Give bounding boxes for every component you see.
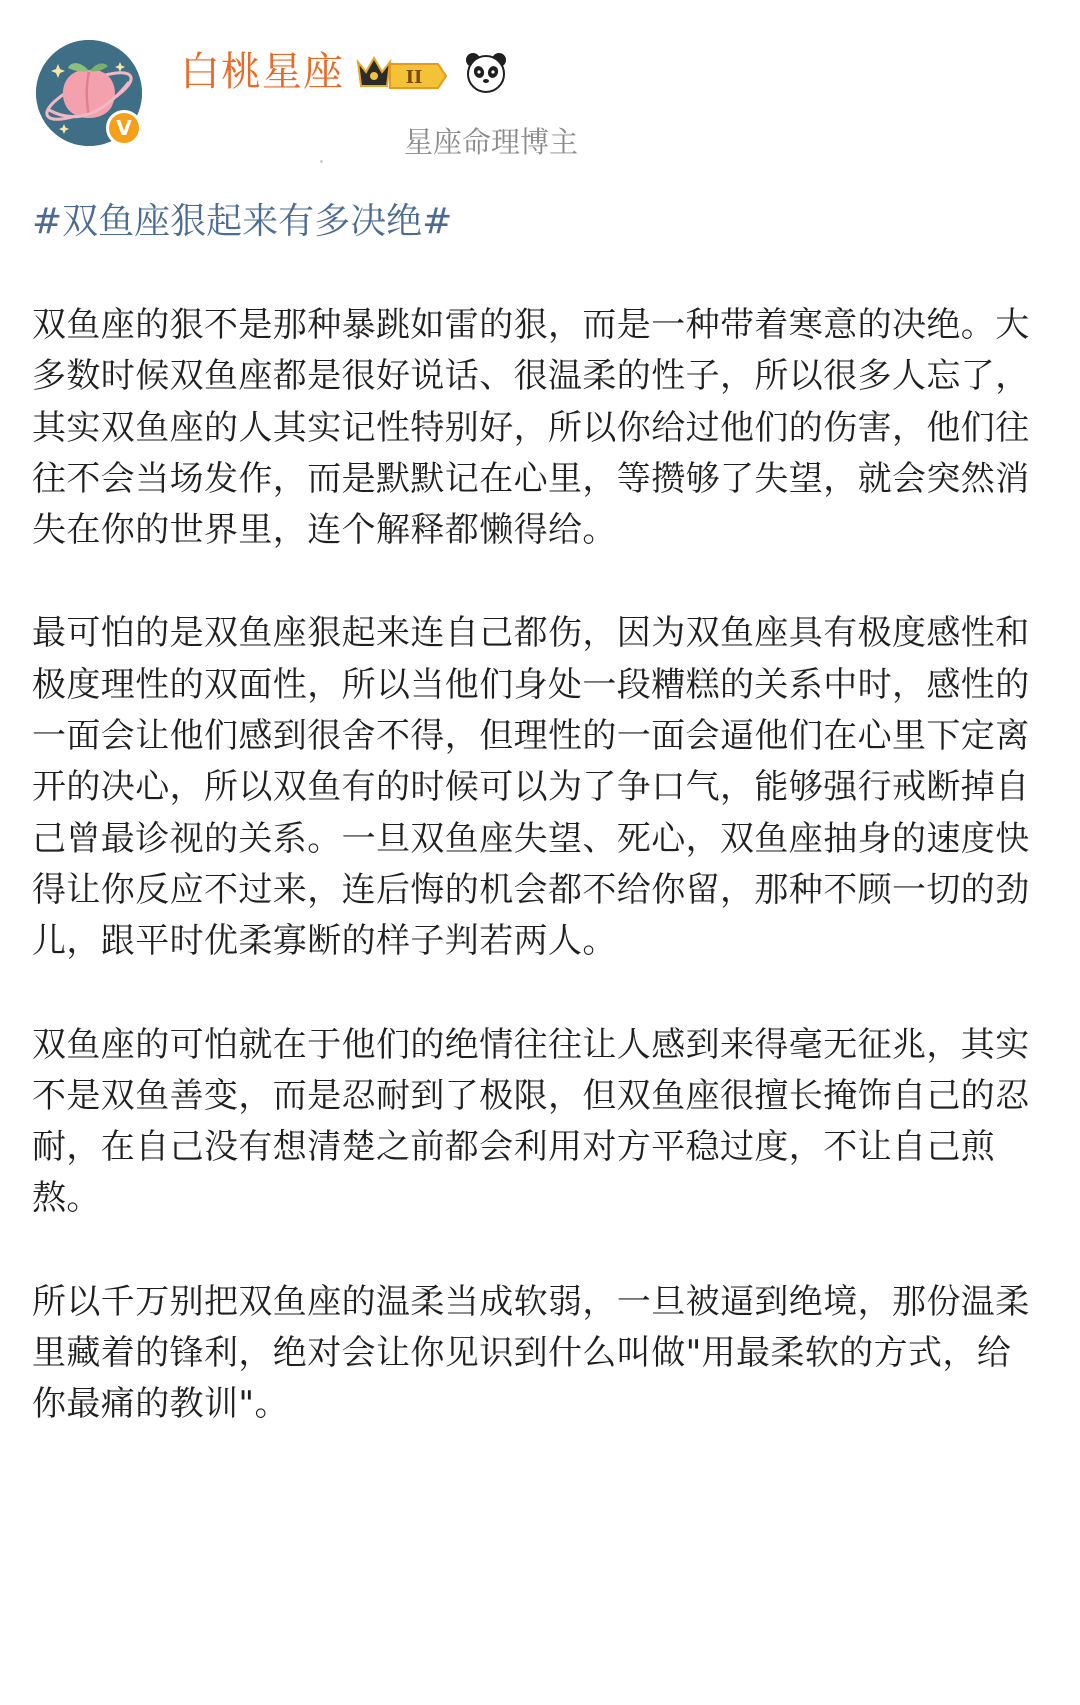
avatar[interactable] — [36, 40, 142, 146]
post-header — [36, 40, 1036, 160]
verified-badge-icon: V — [106, 110, 142, 146]
post-paragraph-4: 所以千万别把双鱼座的温柔当成软弱，一旦被逼到绝境，那份温柔里藏着的锋利，绝对会让你见识到什么叫做"用最柔软的方式，给你最痛的教训"。 — [32, 1281, 1030, 1425]
user-description: 星座命理博主 — [404, 125, 579, 159]
topic-hashtag-link[interactable]: #双鱼座狠起来有多决绝# — [32, 201, 453, 242]
post-paragraph-2: 最可怕的是双鱼座狠起来连自己都伤，因为双鱼座具有极度感性和极度理性的双面性，所以当他们身处一段糟糕的关系中时，感性的一面会让他们感到很舍不得，但理性的一面会逼他们在心里下定离开的决心，所以双鱼有的时候可以为了争口气，能够强行戒断掉自己曾最诊视的关系。一旦双鱼座失望、死心，双鱼座抽身的速度快得让你反应不过来，连后悔的机会都不给你留，那种不顾一切的劲儿，跟平时优柔寡断的样子判若两人。 — [32, 613, 1030, 962]
post-paragraph-3: 双鱼座的可怕就在于他们的绝情往往让人感到来得毫无征兆，其实不是双鱼善变，而是忍耐到了极限，但双鱼座很擅长掩饰自己的忍耐，在自己没有想清楚之前都会利用对方平稳过度，不让自己煎熬。 — [32, 1024, 1030, 1219]
username[interactable]: 白桃星座 — [180, 49, 344, 95]
crown-icon[interactable] — [354, 50, 450, 94]
level-badge: II — [405, 67, 423, 88]
post-paragraph-1: 双鱼座的狠不是那种暴跳如雷的狠，而是一种带着寒意的决绝。大多数时候双鱼座都是很好说话、很温柔的性子，所以很多人忘了，其实双鱼座的人其实记性特别好，所以你给过他们的伤害，他们往往不会当场发作，而是默默记在心里，等攒够了失望，就会突然消失在你的世界里，连个解释都懒得给。 — [32, 305, 1030, 551]
post-content — [32, 196, 1032, 1431]
divider-dot — [320, 160, 323, 163]
panda-icon[interactable] — [464, 50, 508, 94]
